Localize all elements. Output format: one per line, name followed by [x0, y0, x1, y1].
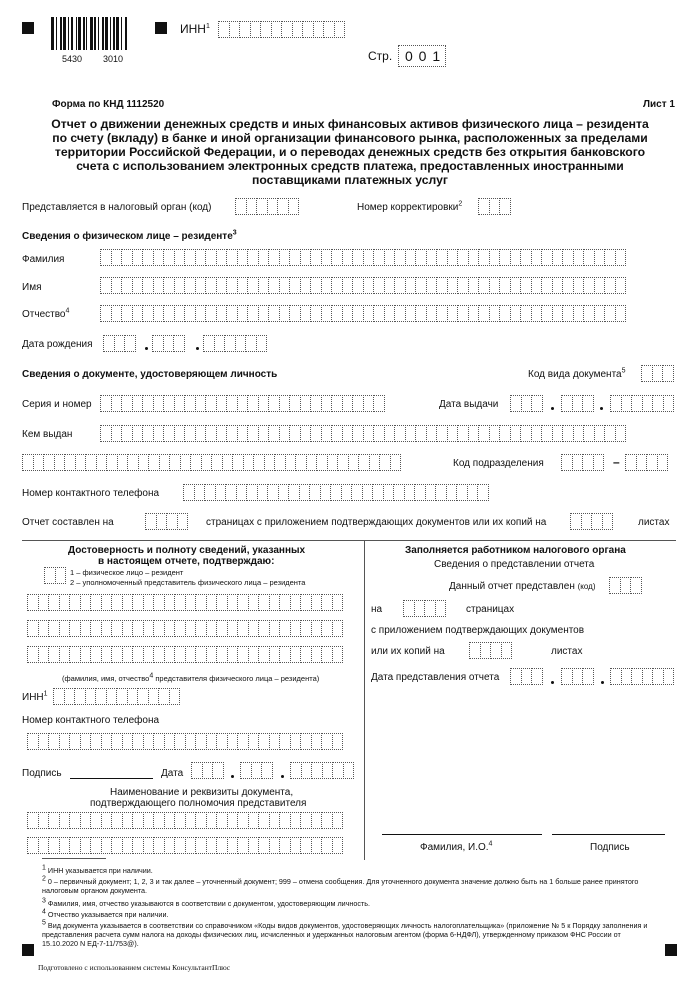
date-separator: [145, 347, 148, 350]
issue-year-cells[interactable]: [610, 395, 673, 412]
issue-date-label: Дата выдачи: [439, 399, 499, 410]
left-heading-2: в настоящем отчете, подтверждаю:: [98, 556, 275, 567]
signature-label: Подпись: [22, 768, 62, 779]
doc-code-label: Код вида документа$^5$: [528, 367, 626, 380]
surname-label: Фамилия: [22, 254, 65, 265]
date-separator: [551, 407, 554, 410]
right-subheading: Сведения о представлении отчета: [434, 559, 595, 570]
sheets-label: листах: [638, 517, 670, 528]
sign-date-label: Дата: [161, 768, 184, 779]
with-docs-label: с приложением подтверждающих документов: [371, 625, 585, 636]
right-sheets-label: листах: [551, 646, 583, 657]
page-label: Стр.: [368, 49, 393, 63]
corner-marker-bottom-right: [665, 944, 677, 956]
representative-fio-cells-2[interactable]: [27, 620, 342, 637]
date-separator: [281, 775, 284, 778]
form-knd: Форма по КНД 1112520: [52, 99, 165, 110]
issued-by-cells-2[interactable]: [22, 454, 400, 471]
pages-with-label: страницах с приложением подтверждающих документов или их копий на: [206, 517, 547, 528]
division-cells-1[interactable]: [561, 454, 603, 471]
pres-day-cells[interactable]: [510, 668, 542, 685]
signer-option-2: 2 – уполномоченный представитель физического лица – резидента: [70, 578, 306, 587]
document-heading: Сведения о документе, удостоверяющем личность: [22, 369, 278, 380]
inn-cells[interactable]: [218, 21, 344, 38]
corner-marker-bottom-left: [22, 944, 34, 956]
doc-reqs-heading-1: Наименование и реквизиты документа,: [110, 787, 294, 798]
report-pages-cells[interactable]: [145, 513, 187, 530]
sign-year-cells[interactable]: [290, 762, 353, 779]
issued-by-label: Кем выдан: [22, 429, 73, 440]
sign-month-cells[interactable]: [240, 762, 272, 779]
footnote-3: 3 Фамилия, имя, отчество указываются в соответствии с документом, удостоверяющим личность.: [42, 897, 371, 908]
presented-code-cells[interactable]: [609, 577, 641, 594]
series-label: Серия и номер: [22, 399, 92, 410]
form-title: Отчет о движении денежных средств и иных финансовых активов физического лица – резидента по счету (вкладу) в банке и иной организации финансового рынка, расположенных за пределами территории Российской Федерации, и о переводах денежных средств без открытия банковского счета с использованием электронных средств платежа, предоставленных иностранными поставщиками платежных услуг: [51, 117, 649, 187]
fio-note: (фамилия, имя, отчество4 представителя физического лица – резидента): [62, 672, 320, 683]
division-label: Код подразделения: [453, 458, 544, 469]
barcode-number-left: 5430: [62, 54, 83, 64]
rep-phone-label: Номер контактного телефона: [22, 715, 160, 726]
sign-day-cells[interactable]: [191, 762, 223, 779]
birth-month-cells[interactable]: [152, 335, 184, 352]
presentation-date-label: Дата представления отчета: [371, 672, 500, 683]
rep-inn-label: ИНН$^1$: [22, 690, 48, 703]
division-cells-2[interactable]: [625, 454, 667, 471]
signer-type-cell[interactable]: [44, 567, 65, 584]
barcode: [51, 17, 147, 50]
sheet-number: Лист 1: [643, 99, 675, 110]
date-separator: [231, 775, 234, 778]
issue-month-cells[interactable]: [561, 395, 593, 412]
division-dash: –: [613, 455, 620, 469]
doc-reqs-heading-2: подтверждающего полномочия представителя: [90, 798, 307, 809]
right-pages-label: страницах: [466, 604, 515, 615]
corner-marker-top-middle: [155, 22, 167, 34]
rep-inn-cells[interactable]: [53, 688, 179, 705]
correction-label: Номер корректировки$^2$: [357, 200, 463, 213]
right-heading: Заполняется работником налогового органа: [405, 545, 626, 556]
phone-label: Номер контактного телефона: [22, 488, 160, 499]
surname-cells[interactable]: [100, 249, 625, 266]
barcode-number-right: 3010: [103, 54, 124, 64]
prepared-by: Подготовлено с использованием системы КонсультантПлюс: [38, 963, 231, 972]
presented-label: Данный отчет представлен (код): [449, 581, 596, 592]
pres-year-cells[interactable]: [610, 668, 673, 685]
doc-reqs-cells-1[interactable]: [27, 812, 342, 829]
footnote-1: 1 ИНН указывается при наличии.: [42, 864, 153, 875]
tax-authority-label: Представляется в налоговый орган (код): [22, 202, 212, 213]
tax-authority-cells[interactable]: [235, 198, 298, 215]
signer-option-1: 1 – физическое лицо – резидент: [70, 568, 184, 577]
doc-reqs-cells-2[interactable]: [27, 837, 342, 854]
signature-line[interactable]: [70, 778, 153, 779]
footnote-4: 4 Отчество указывается при наличии.: [42, 908, 169, 919]
patronymic-cells[interactable]: [100, 305, 625, 322]
footnote-divider: [42, 858, 106, 859]
date-separator: [601, 681, 604, 684]
right-sheets-cells[interactable]: [469, 642, 511, 659]
right-signature-label: Подпись: [590, 842, 630, 853]
date-separator: [551, 681, 554, 684]
birth-date-label: Дата рождения: [22, 339, 93, 350]
correction-cells[interactable]: [478, 198, 510, 215]
corner-marker-top-left: [22, 22, 34, 34]
report-sheets-cells[interactable]: [570, 513, 612, 530]
footnote-2: 2 0 – первичный документ; 1, 2, 3 и так далее – уточненный документ; 999 – отмена сообщения. Для уточненного документа значение должно быть на 1 больше ранее принятого налоговым органом документа.: [42, 875, 639, 895]
date-separator: [600, 407, 603, 410]
representative-fio-cells-1[interactable]: [27, 594, 342, 611]
section-divider: [22, 540, 676, 541]
doc-code-cells[interactable]: [641, 365, 673, 382]
date-separator: [196, 347, 199, 350]
name-cells[interactable]: [100, 277, 625, 294]
or-copies-label: или их копий на: [371, 646, 445, 657]
rep-phone-cells[interactable]: [27, 733, 342, 750]
column-divider: [364, 540, 365, 860]
pres-month-cells[interactable]: [561, 668, 593, 685]
patronymic-label: Отчество$^4$: [22, 307, 70, 320]
inn-label: ИНН$^1$: [180, 22, 210, 36]
page-number-cells: 0 0 1: [398, 45, 446, 67]
birth-year-cells[interactable]: [203, 335, 266, 352]
series-cells[interactable]: [100, 395, 384, 412]
issued-by-cells[interactable]: [100, 425, 625, 442]
fio-line[interactable]: [382, 834, 542, 835]
right-pages-cells[interactable]: [403, 600, 445, 617]
birth-day-cells[interactable]: [103, 335, 135, 352]
representative-fio-cells-3[interactable]: [27, 646, 342, 663]
person-heading: Сведения о физическом лице – резиденте$^3$: [22, 229, 237, 242]
footnote-5: 5 Вид документа указывается в соответствии со справочником «Коды видов документов, удостоверяющих личность налогоплательщика» (приложение № 5 к Порядку заполнения и представления расчета сумм налога на доходы физических лиц, исчисленных и удержанных налоговым агентом (форма 6-НДФЛ), утвержденному приказом ФНС России от 15.10.2020 N ЕД-7-11/753@).: [42, 919, 648, 948]
report-made-label: Отчет составлен на: [22, 517, 114, 528]
phone-cells[interactable]: [183, 484, 488, 501]
left-heading-1: Достоверность и полноту сведений, указанных: [68, 545, 306, 556]
issue-day-cells[interactable]: [510, 395, 542, 412]
name-label: Имя: [22, 282, 42, 293]
on-label: на: [371, 604, 383, 615]
fio-label: Фамилия, И.О.$^4$: [420, 840, 493, 853]
right-signature-line[interactable]: [552, 834, 665, 835]
